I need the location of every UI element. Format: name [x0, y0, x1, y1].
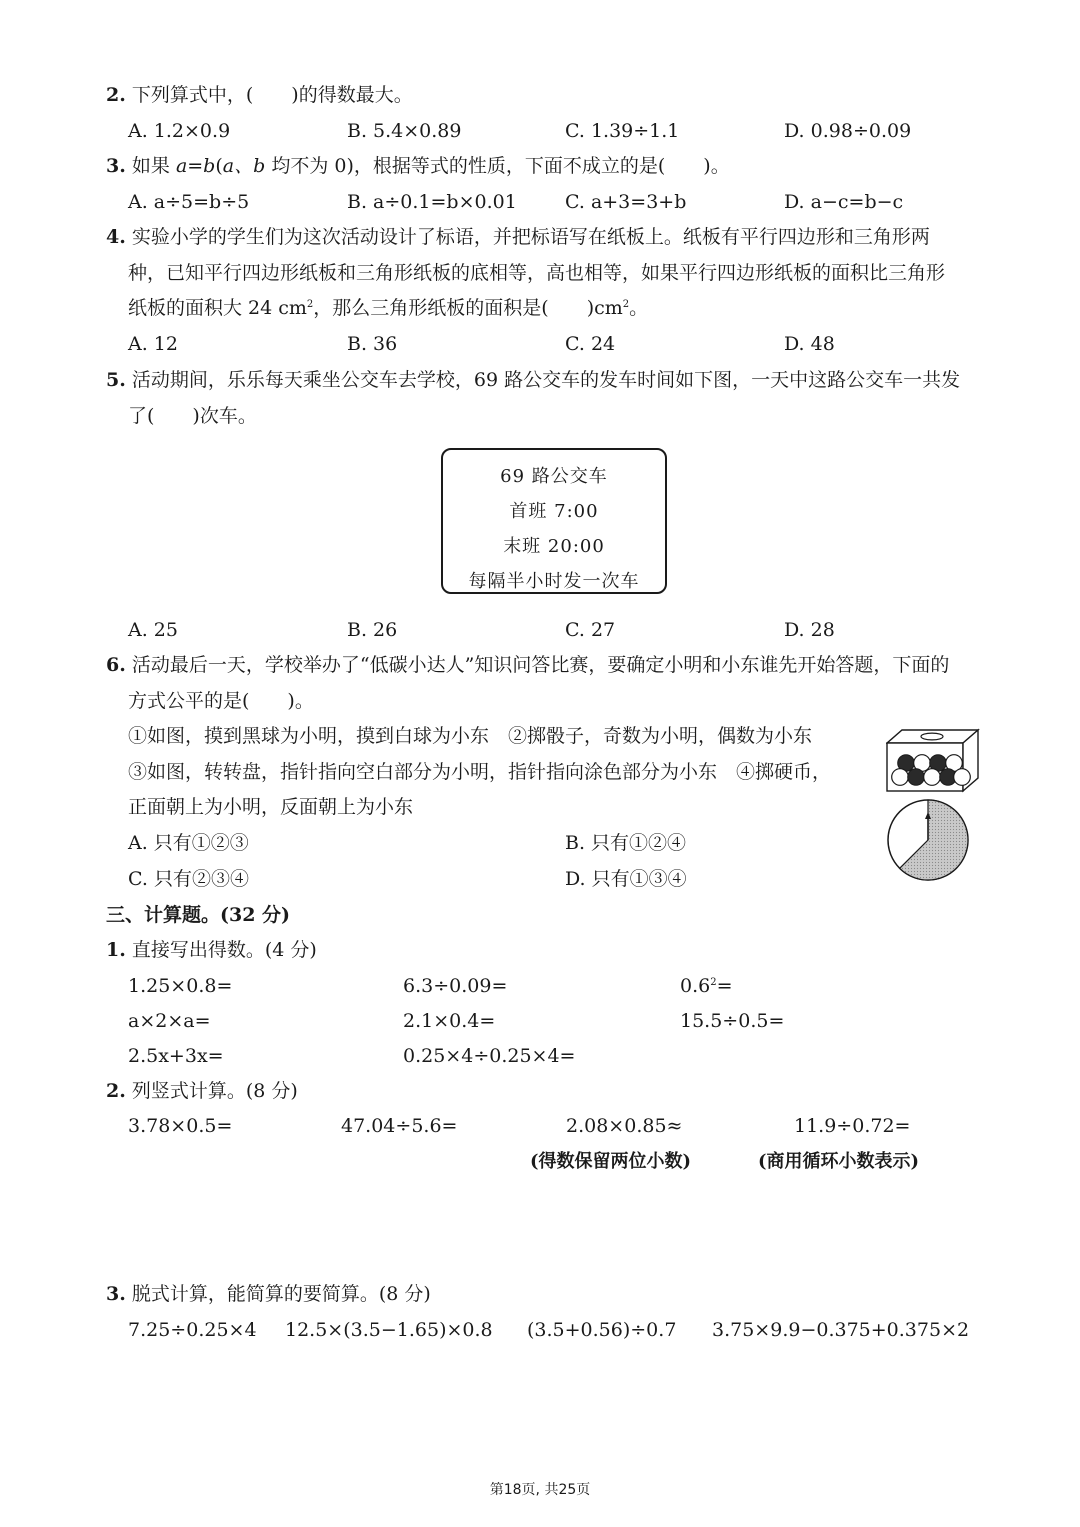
ball-box-icon — [886, 728, 980, 794]
c2-item: 3.78×0.5= — [128, 1115, 233, 1137]
bus-sign-first: 首班 7:00 — [509, 501, 599, 522]
bus-sign-interval: 每隔半小时发一次车 — [468, 571, 640, 592]
q5-option-c: C. 27 — [565, 619, 616, 641]
q2-stem-text: 下列算式中，( )的得数最大。 — [131, 84, 413, 106]
c1-title-text: 直接写出得数。(4 分) — [131, 939, 317, 961]
q4-option-a: A. 12 — [128, 333, 178, 355]
c2-item: 2.08×0.85≈ — [566, 1115, 683, 1137]
q6-option-4-cont: 正面朝上为小明，反面朝上为小东 — [128, 796, 414, 818]
c3-number: 3. — [106, 1283, 126, 1305]
q2-option-b: B. 5.4×0.89 — [347, 120, 462, 142]
c2-note-round: (得数保留两位小数) — [530, 1151, 692, 1172]
c3-title-text: 脱式计算，能简算的要简算。(8 分) — [131, 1283, 431, 1305]
q6-line2: 方式公平的是( )。 — [128, 690, 314, 712]
q3-stem — [106, 157, 730, 176]
q6-number: 6. — [106, 654, 126, 676]
c3-item: 7.25÷0.25×4 — [128, 1319, 257, 1341]
q2-option-a: A. 1.2×0.9 — [128, 120, 231, 142]
q3-stem-part: 均不为 0)，根据等式的性质，下面不成立的是( )。 — [265, 155, 730, 177]
q5-option-d: D. 28 — [784, 619, 835, 641]
page-number: 第18页, 共25页 — [489, 1482, 591, 1498]
q6-line1-text: 活动最后一天，学校举办了“低碳小达人”知识问答比赛，要确定小明和小东谁先开始答题，下面的 — [131, 654, 950, 676]
c3-item: 3.75×9.9−0.375+0.375×2 — [712, 1319, 970, 1341]
q3-option-a: A. a÷5=b÷5 — [128, 191, 250, 213]
c3-item: 12.5×(3.5−1.65)×0.8 — [285, 1319, 493, 1341]
q4-line1 — [106, 228, 930, 247]
q3-number: 3. — [106, 155, 126, 177]
c2-item: 11.9÷0.72= — [794, 1115, 911, 1137]
q4-line2: 种，已知平行四边形纸板和三角形纸板的底相等，高也相等，如果平行四边形纸板的面积比三角形 — [128, 262, 946, 284]
q2-stem — [106, 86, 413, 105]
c1-item: 2.5x+3x= — [128, 1045, 224, 1067]
c2-number: 2. — [106, 1080, 126, 1102]
c1-item: a×2×a= — [128, 1010, 211, 1032]
q3-option-c: C. a+3=3+b — [565, 191, 687, 213]
q5-number: 5. — [106, 369, 126, 391]
c1-item-base: 0.6 — [680, 975, 711, 997]
q4-option-c: C. 24 — [565, 333, 616, 355]
q5-option-b: B. 26 — [347, 619, 398, 641]
q3-stem-part: 如果 — [131, 155, 176, 177]
q3-stem-vars: a=b — [175, 155, 216, 177]
q2-option-c: C. 1.39÷1.1 — [565, 120, 680, 142]
c2-note-repeating: (商用循环小数表示) — [758, 1151, 920, 1172]
q3-stem-part: ( — [215, 155, 223, 177]
c1-item-tail: = — [716, 975, 733, 997]
c1-superscript: 2 — [710, 977, 717, 988]
q6-option-d: D. 只有①③④ — [565, 868, 687, 890]
q3-option-d: D. a−c=b−c — [784, 191, 904, 213]
c1-number: 1. — [106, 939, 126, 961]
q4-superscript: 2 — [622, 299, 630, 310]
c1-item — [680, 977, 733, 996]
q4-line3 — [128, 299, 648, 318]
q4-option-b: B. 36 — [347, 333, 398, 355]
section-3-title: 三、计算题。(32 分) — [106, 904, 291, 926]
q2-number: 2. — [106, 84, 126, 106]
bus-sign-last: 末班 20:00 — [503, 536, 605, 557]
c2-title — [106, 1082, 298, 1101]
c1-item: 1.25×0.8= — [128, 975, 233, 997]
q6-option-1-2: ①如图，摸到黑球为小明，摸到白球为小东 ②掷骰子，奇数为小明，偶数为小东 — [128, 725, 813, 747]
c3-title — [106, 1285, 431, 1304]
c1-item: 2.1×0.4= — [403, 1010, 496, 1032]
spinner-icon — [886, 798, 970, 882]
q6-option-3-4: ③如图，转转盘，指针指向空白部分为小明，指针指向涂色部分为小东 ④掷硬币， — [128, 761, 832, 783]
c1-item: 15.5÷0.5= — [680, 1010, 785, 1032]
q3-option-b: B. a÷0.1=b×0.01 — [347, 191, 517, 213]
c1-item: 0.25×4÷0.25×4= — [403, 1045, 576, 1067]
q4-superscript: 2 — [306, 299, 314, 310]
c1-title — [106, 941, 317, 960]
q5-line1 — [106, 371, 960, 390]
q4-option-d: D. 48 — [784, 333, 835, 355]
q6-line1 — [106, 656, 949, 675]
q4-number: 4. — [106, 226, 126, 248]
c3-item: (3.5+0.56)÷0.7 — [527, 1319, 677, 1341]
bus-schedule-sign — [441, 448, 667, 594]
q4-line3-part: 纸板的面积大 24 cm — [128, 297, 307, 319]
q4-line3-part: ，那么三角形纸板的面积是( )cm — [313, 297, 623, 319]
q3-stem-vars: a、b — [222, 155, 266, 177]
q5-line1-text: 活动期间，乐乐每天乘坐公交车去学校，69 路公交车的发车时间如下图，一天中这路公交车一共发 — [131, 369, 961, 391]
c2-item: 47.04÷5.6= — [341, 1115, 458, 1137]
c2-title-text: 列竖式计算。(8 分) — [131, 1080, 298, 1102]
q5-line2: 了( )次车。 — [128, 405, 257, 427]
bus-sign-title: 69 路公交车 — [500, 466, 608, 487]
q4-line3-part: 。 — [629, 297, 649, 319]
q5-option-a: A. 25 — [128, 619, 178, 641]
q6-option-a: A. 只有①②③ — [128, 832, 249, 854]
q6-option-b: B. 只有①②④ — [565, 832, 687, 854]
q2-option-d: D. 0.98÷0.09 — [784, 120, 912, 142]
q4-line1-text: 实验小学的学生们为这次活动设计了标语，并把标语写在纸板上。纸板有平行四边形和三角形两 — [131, 226, 930, 248]
q6-option-c: C. 只有②③④ — [128, 868, 249, 890]
c1-item: 6.3÷0.09= — [403, 975, 508, 997]
